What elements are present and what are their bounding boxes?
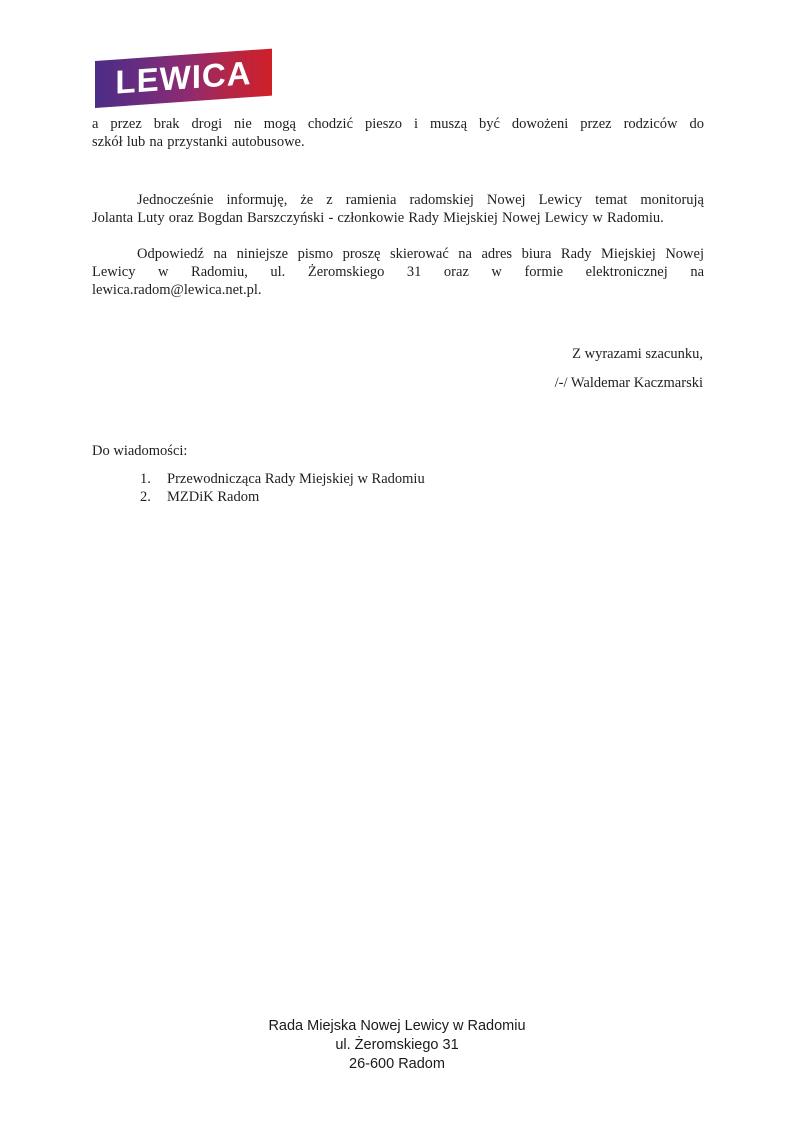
signature-closing: Z wyrazami szacunku, (572, 346, 703, 362)
footer-street: ul. Żeromskiego 31 (335, 1037, 459, 1053)
lewica-logo (95, 49, 272, 108)
paragraph-1-line-1: a przez brak drogi nie mogą chodzić pieszo i muszą być dowożeni przez rodziców do (92, 116, 704, 132)
paragraph-3-line-2: Lewicy w Radomiu, ul. Żeromskiego 31 oraz w formie elektronicznej na (92, 264, 704, 280)
paragraph-3-line-1: Odpowiedź na niniejsze pismo proszę skierować na adres biura Rady Miejskiej Nowej (137, 246, 704, 262)
paragraph-1-line-2: szkół lub na przystanki autobusowe. (92, 134, 305, 150)
paragraph-2-line-2: Jolanta Luty oraz Bogdan Barszczyński - członkowie Rady Miejskiej Nowej Lewicy w Radomiu. (92, 210, 664, 226)
signature-name: /-/ Waldemar Kaczmarski (554, 375, 703, 391)
cc-label: Do wiadomości: (92, 443, 188, 459)
cc-item-number: 1. (140, 471, 151, 487)
footer-organization: Rada Miejska Nowej Lewicy w Radomiu (268, 1018, 526, 1034)
paragraph-3-line-3-email: lewica.radom@lewica.net.pl. (92, 282, 262, 298)
cc-item (140, 488, 704, 506)
cc-list (92, 470, 704, 506)
cc-item (140, 470, 704, 488)
lewica-logo-text: LEWICA (115, 54, 252, 101)
cc-item-text: Przewodnicząca Rady Miejskiej w Radomiu (167, 471, 425, 487)
letter-footer (0, 1017, 794, 1074)
footer-city: 26-600 Radom (349, 1056, 445, 1072)
cc-item-number: 2. (140, 489, 151, 505)
cc-item-text: MZDiK Radom (167, 489, 260, 505)
paragraph-2-line-1: Jednocześnie informuję, że z ramienia radomskiej Nowej Lewicy temat monitorują (137, 192, 704, 208)
